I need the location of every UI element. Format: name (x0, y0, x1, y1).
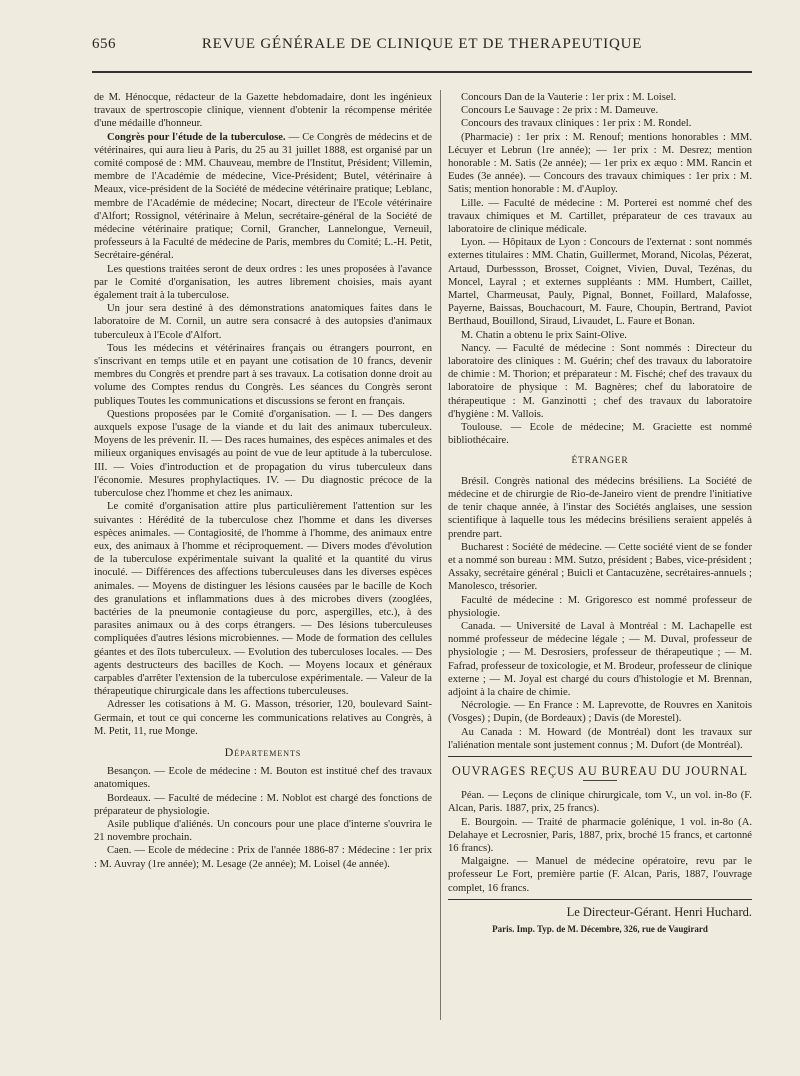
news-item: Lille. — Faculté de médecine : M. Porterei est nommé chef des travaux chimiques et M. Cartillet, préparateur de ces travaux au laboratoire de clinique médicale. (448, 197, 752, 236)
news-item: Asile publique d'aliénés. Un concours pour une place d'interne s'ouvrira le 21 novembre prochain. (94, 818, 432, 844)
page-header (92, 36, 752, 58)
congres-text: — Ce Congrès de médecins et de vétérinaires, qui aura lieu à Paris, du 25 au 31 juillet 1888, est organisé par un comité composé de : MM. Chauveau, membre de l'Institut, Président; Villemin, membre de l'Académie de médecine, Vice-Président; Butel, vétérinaire à Meaux, vice-président de la Société de médecine vétérinaire pratique; Leblanc, membre de l'Académie de médecine; Nocart, directeur de l'Ecole vétérinaire d'Alfort; Rossignol, vétérinaire à Melun, secrétaire-général de la Société de médecine vétérinaire pratique; Cornil, Grancher, Lannelongue, Verneuil, professeurs à la Faculté de médecine de Paris, membres du Comité; L.-H. Petit, Secrétaire-général. (94, 131, 433, 262)
news-item: Concours Le Sauvage : 2e prix : M. Dameuve. (461, 105, 659, 117)
section-heading-departements: Départements (224, 744, 302, 759)
running-title: REVUE GÉNÉRALE DE CLINIQUE ET DE THERAPEUTIQUE (201, 36, 643, 52)
page-number: 656 (92, 36, 116, 52)
paragraph: Adresser les cotisations à M. G. Masson, trésorier, 120, boulevard Saint-Germain, et tout ce qui concerne les communications relatives au Congrès, à M. Petit, 11, rue Monge. (94, 699, 432, 737)
news-item: Besançon. — Ecole de médecine : M. Bouton est institué chef des travaux anatomiques. (94, 766, 432, 791)
signature-rule (448, 899, 752, 900)
news-item: Canada. — Université de Laval à Montréal : M. Lachapelle est nommé professeur de médecine légale ; — M. Duval, professeur de physiologie ; — M. Desrosiers, professeur de thérapeutique ; — M. Fafrad, professeur de toxicologie, et M. Brodeur, professeur de clinique externe ; — M. Joyal est chargé du cours d'histologie et M. Brennan, adjoint à la chaire de chimie. (448, 620, 752, 698)
news-item: Brésil. Congrès national des médecins brésiliens. La Société de médecine et de chirurgie de Rio-de-Janeiro vient de prendre l'initiative de tenir chaque année, à l'instar des Sociétés anglaises, une session scientifique à laquelle tous les médecins brésiliens seraient appelés à prendre part. (448, 475, 752, 540)
signature: Le Directeur-Gérant. Henri Huchard. (566, 904, 752, 919)
news-item: Faculté de médecine : M. Grigoresco est nommé professeur de physiologie. (448, 594, 752, 619)
book-entry: Péan. — Leçons de clinique chirurgicale, tom V., un vol. in-8o (F. Alcan, Paris. 1887, prix, 25 francs). (448, 790, 752, 815)
short-rule (583, 780, 617, 781)
section-rule (448, 756, 752, 757)
news-item: Lyon. — Hôpitaux de Lyon : Concours de l'externat : sont nommés externes titulaires : MM. Chatin, Guillermet, Morand, Nicolas, Pézerat, Artaud, Durbessson, Brosset, Coignet, Vivien, Duval, Tezénas, du Moncel, Layral ; et externes suppléants : MM. Humbert, Caillet, Martel, Charmeusat, Pauly, Pignal, Bonnet, Foillard, Malafosse, Payerne, Baissas, Bouchacourt, M. Faure, Choupin, Bertrand, Paviot Berthaud, Bouillond, Siraud, Livaudet, L. Faure et Bonan. (448, 237, 752, 328)
paragraph: Les questions traitées seront de deux ordres : les unes proposées à l'avance par le Comité d'organisation, les autres librement choisies, mais ayant également trait à la tuberculose. (94, 263, 432, 302)
paragraph: Tous les médecins et vétérinaires français ou étrangers pourront, en s'inscrivant en temps utile et en payant une cotisation de 10 francs, devenir membres du Congrès et prendre part à ses travaux. La cotisation donne droit au volume des Comptes rendus du Congrès. Les séances du Congrès seront publiques Toutes les communications et discussions se feront en français. (94, 342, 432, 407)
book-entry: Malgaigne. — Manuel de médecine opératoire, revu par le professeur Le Fort, première partie (F. Alcan, Paris, 1887, l'ouvrage complet, 16 francs. (448, 856, 752, 894)
news-item: Bucharest : Société de médecine. — Cette société vient de se fonder et a nommé son bureau : MM. Sutzo, président ; Babes, vice-président ; Assaky, secrétaire général ; Buicli et Cantacuzène, secrétaires-annuels ; Manolesco, trésorier. (448, 541, 752, 593)
news-item: Caen. — Ecole de médecine : Prix de l'année 1886-87 : Médecine : 1er prix : M. Auvray (1re année); M. Lesage (2e année); M. Loisel (4e année). (94, 845, 432, 870)
book-entry: E. Bourgoin. — Traité de pharmacie golénique, 1 vol. in-8o (A. Delahaye et Lecrosnier, Paris, 1887, prix, broché 15 francs, et cartonné 16 francs). (448, 816, 752, 854)
news-item: (Pharmacie) : 1er prix : M. Renouf; mentions honorables : MM. Lécuyer et Lebrun (1re année); — 1er prix : M. Desrez; mention honorable : M. Satis (2e année); — 1er prix ex æquo : MM. Rancin et Eudes (3e année). — Concours des travaux chimiques : 1er prix : M. Satis; mention honorable : M. d'Auploy. (448, 131, 752, 196)
left-column (94, 91, 432, 871)
news-item: M. Chatin a obtenu le prix Saint-Olive. (461, 329, 627, 341)
paragraph: Questions proposées par le Comité d'organisation. — I. — Des dangers auxquels expose l'usage de la viande et du lait des animaux tuberculeux. Moyens de les prévenir. II. — Des races humaines, des espèces animales et des milieux organiques envisagés au point de vue de leur aptitude à la tuberculose. III. — Voies d'introduction et de propagation du virus tuberculeux dans l'économie. Mesures prophylactiques. IV. — Du diagnostic précoce de la tuberculose chez l'homme et chez les animaux. (94, 408, 432, 500)
section-heading-etranger: ÉTRANGER (571, 456, 629, 467)
header-rule (92, 71, 752, 73)
imprint: Paris. Imp. Typ. de M. Décembre, 326, rue de Vaugirard (492, 923, 708, 934)
news-item: Au Canada : M. Howard (de Montréal) dont les travaux sur l'aliénation mentale sont justement connus ; M. Dufort (de Montréal). (448, 726, 752, 751)
news-item: Nécrologie. — En France : M. Laprevotte, de Rouvres en Xanitois (Vosges) ; Dupin, (de Bordeaux) ; Davis (de Morestel). (448, 700, 752, 725)
congres-heading: Congrès pour l'étude de la tuberculose. (107, 131, 286, 143)
congres-paragraph (94, 131, 432, 263)
paragraph: Le comité d'organisation attire plus particulièrement l'attention sur les suivantes : Hérédité de la tuberculose chez l'homme et dans les diverses espèces animales. — Contagiosité, de l'homme à l'homme, des animaux entre eux, des animaux à l'homme et réciproquement. — Divers modes d'évolution de la tuberculose expérimentale suivant la qualité et la quantité du virus inoculé. — Différences des affections tuberculeuses dans les diverses espèces animales. — Moyens de distinguer les lésions causées par le bacille de Koch des granulations et inflammations dues à des microbes divers (zooglées, bactéries de la pneumonie contagieuse du porc, aspergilles, etc.), à des parasites animaux ou à des corps étrangers. — Des lésions tuberculeuses compliquées d'autres lésions microbiennes. — Mode de formation des cellules géantes et des îlots tuberculeux. — Evolution des tuberculoses locales. — Des agents destructeurs des bacilles de Koch. — Moyens locaux et généraux carpables d'arrêter l'extension de la tuberculose expérimentale. — Valeur de la thérapeutique chirurgicale dans les affections tuberculeuses. (94, 501, 432, 698)
news-item: Concours des travaux cliniques : 1er prix : M. Rondel. (461, 118, 692, 130)
column-divider (440, 90, 441, 1020)
right-column (448, 91, 752, 936)
news-item: Bordeaux. — Faculté de médecine : M. Noblot est chargé des fonctions de préparateur de physiologie. (94, 792, 432, 817)
section-heading-ouvrages: OUVRAGES REÇUS AU BUREAU DU JOURNAL (451, 763, 749, 778)
news-item: Concours Dan de la Vauterie : 1er prix : M. Loisel. (461, 92, 677, 103)
news-item: Nancy. — Faculté de médecine : Sont nommés : Directeur du laboratoire des cliniques : M. Guérin; chef des travaux du laboratoire de chimie : M. Thorion; et préparateur : M. Fisché; chef des travaux du laboratoire de physique : M. Bagnères; chef du laboratoire de thérapeutique : M. Ganzinotti ; chef des travaux du laboratoire d'hygiène : M. Vallois. (448, 342, 752, 420)
paragraph: Un jour sera destiné à des démonstrations anatomiques faites dans le laboratoire de M. Cornil, un autre sera consacré à des autopsies d'animaux tuberculeux à l'Ecole d'Alfort. (94, 303, 432, 341)
news-item: Toulouse. — Ecole de médecine; M. Graciette est nommé bibliothécaire. (448, 422, 752, 447)
paragraph: de M. Hénocque, rédacteur de la Gazette hebdomadaire, dont les ingénieux travaux de spertroscopie clinique, viennent d'obtenir la récompense méritée d'une médaille d'honneur. (94, 92, 432, 130)
